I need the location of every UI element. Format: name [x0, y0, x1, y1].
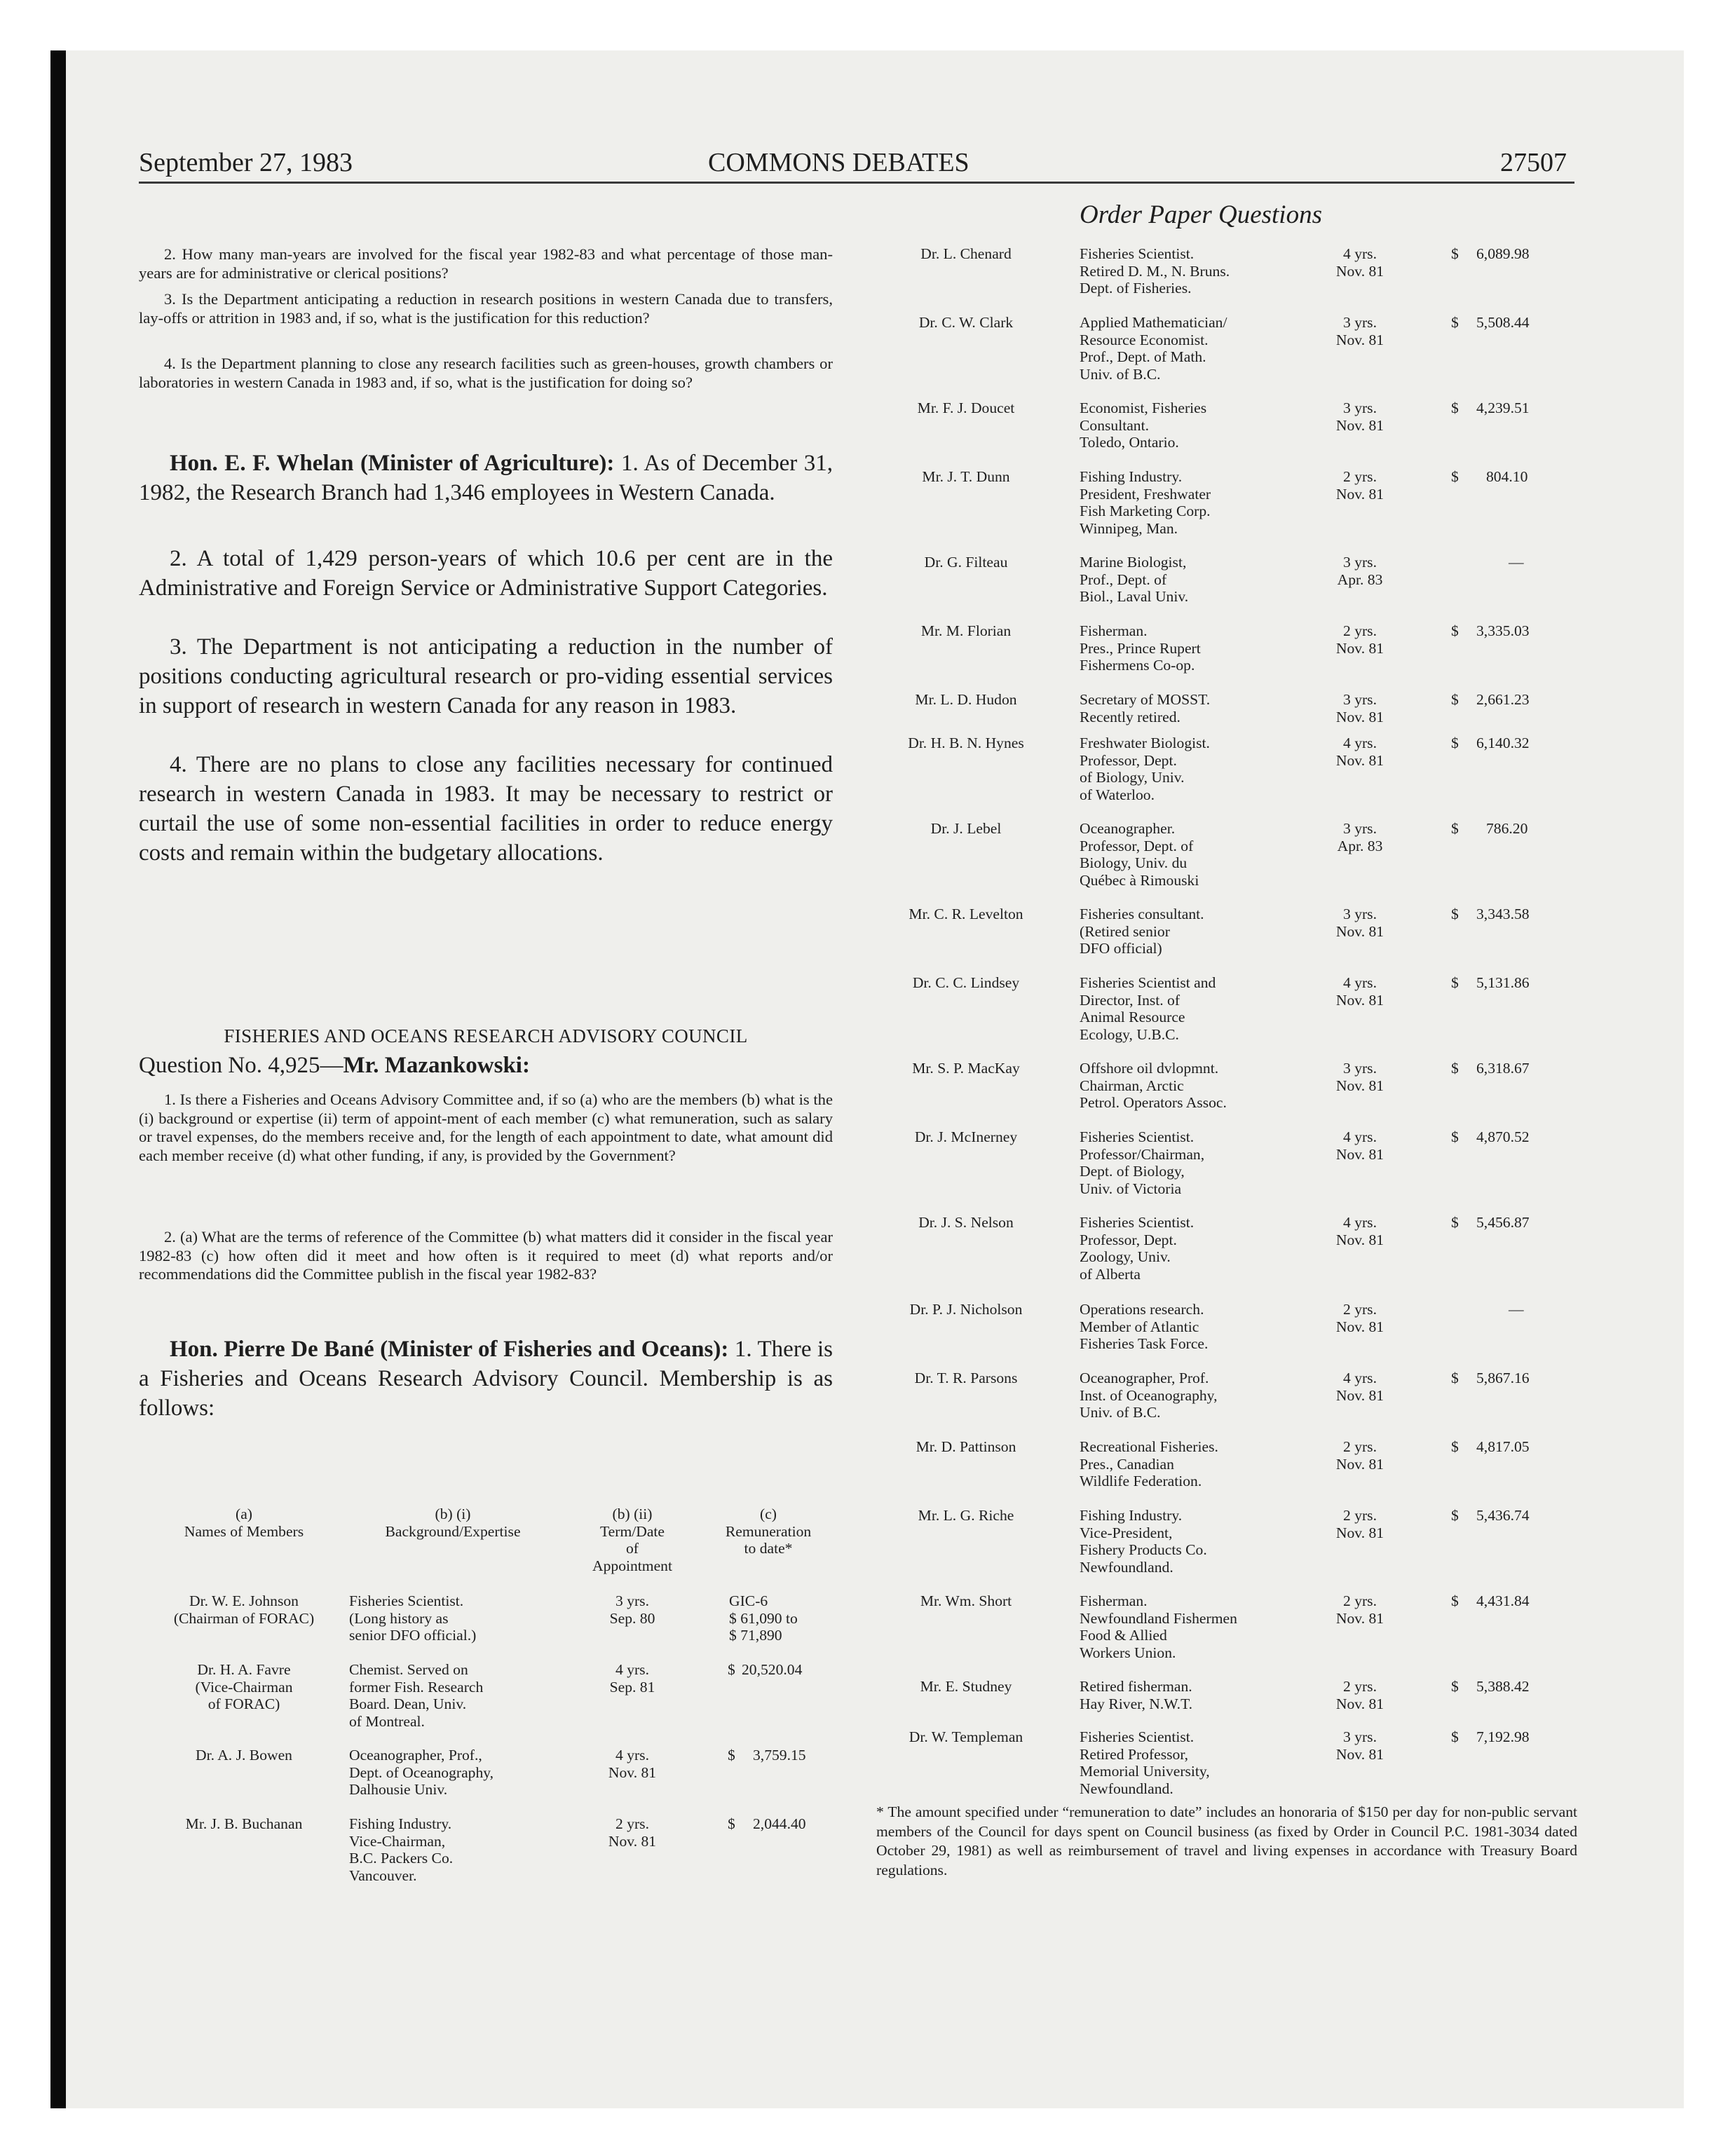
- member-term: 2 yrs. Nov. 81: [1335, 1438, 1384, 1473]
- currency-symbol: $: [1451, 622, 1459, 639]
- currency-symbol: $: [1451, 1370, 1459, 1386]
- member-term: 4 yrs. Nov. 81: [608, 1747, 657, 1781]
- member-name: Mr. S. P. MacKay: [912, 1060, 1020, 1077]
- currency-symbol: $: [728, 1815, 735, 1832]
- member-term: 4 yrs. Nov. 81: [1335, 1128, 1384, 1163]
- header-rule: [139, 182, 1574, 184]
- member-remuneration: GIC-6 $ 61,090 to $ 71,890: [729, 1592, 798, 1644]
- whelan-answer-1-text: 1. As of December 31, 1982, the Research Branch had 1,346 employees in Western Canada.: [139, 451, 834, 505]
- currency-symbol: $: [1451, 906, 1459, 922]
- member-background: Fishing Industry. Vice-Chairman, B.C. Packers Co. Vancouver.: [349, 1815, 454, 1884]
- member-remuneration: 5,456.87: [1476, 1214, 1530, 1231]
- member-background: Oceanographer. Professor, Dept. of Biology, Univ. du Québec à Rimouski: [1080, 820, 1199, 889]
- member-name: Mr. L. D. Hudon: [915, 691, 1017, 708]
- member-remuneration: 3,759.15: [753, 1747, 806, 1763]
- council-heading: FISHERIES AND OCEANS RESEARCH ADVISORY COUNCIL: [224, 1025, 748, 1046]
- currency-symbol: $: [1451, 735, 1459, 751]
- member-remuneration: 6,140.32: [1476, 735, 1530, 751]
- debane-answer-1-text: 1. There is a Fisheries and Oceans Research Advisory Council. Membership is as follows:: [139, 1337, 833, 1421]
- member-background: Oceanographer, Prof., Dept. of Oceanography, Dalhousie Univ.: [349, 1747, 494, 1798]
- header-date: September 27, 1983: [139, 148, 353, 177]
- member-background: Fisherman. Pres., Prince Rupert Fishermens Co-op.: [1080, 622, 1201, 674]
- column-header-remuneration: (c) Remuneration to date*: [725, 1506, 812, 1557]
- footnote: * The amount specified under “remuneration to date” includes an honoraria of $150 per day for non-public servant members of the Council for days spent on Council business (as fixed by Order in Council P.C. 1981-3034 dated October 29, 1981) as well as reimbursement of travel and living expenses in accordance with Treasury Board regulations.: [876, 1803, 1577, 1878]
- question-2: 2. How many man-years are involved for the fiscal year 1982-83 and what percentage of those man-years are for administrative or clerical positions?: [139, 245, 833, 282]
- member-background: Fishing Industry. Vice-President, Fishery Products Co. Newfoundland.: [1080, 1507, 1207, 1576]
- member-name: Mr. C. R. Levelton: [909, 906, 1023, 922]
- member-background: Oceanographer, Prof. Inst. of Oceanography, Univ. of B.C.: [1080, 1370, 1218, 1421]
- member-remuneration: 3,335.03: [1476, 622, 1530, 639]
- member-remuneration: 804.10: [1486, 468, 1528, 485]
- member-background: Chemist. Served on former Fish. Research Board. Dean, Univ. of Montreal.: [349, 1661, 484, 1730]
- currency-symbol: $: [1451, 314, 1459, 331]
- member-remuneration: 5,867.16: [1476, 1370, 1530, 1386]
- member-remuneration: 7,192.98: [1476, 1728, 1530, 1745]
- question-4: 4. Is the Department planning to close any research facilities such as green-houses, growth chambers or laboratories in western Canada in 1983 and, if so, what is the justification for doing so?: [139, 355, 833, 391]
- whelan-speaker: Hon. E. F. Whelan (Minister of Agriculture):: [170, 451, 615, 476]
- column-header-term: (b) (ii) Term/Date of Appointment: [592, 1506, 672, 1574]
- member-background: Secretary of MOSST. Recently retired.: [1080, 691, 1211, 725]
- member-term: 3 yrs. Nov. 81: [1335, 314, 1384, 348]
- member-name: Dr. W. E. Johnson (Chairman of FORAC): [173, 1592, 315, 1627]
- member-background: Economist, Fisheries Consultant. Toledo, Ontario.: [1080, 400, 1207, 451]
- currency-symbol: $: [1451, 400, 1459, 416]
- member-remuneration: 20,520.04: [742, 1661, 803, 1678]
- member-term: 2 yrs. Nov. 81: [1335, 468, 1384, 503]
- member-name: Dr. C. C. Lindsey: [912, 974, 1020, 991]
- member-background: Applied Mathematician/ Resource Economist. Prof., Dept. of Math. Univ. of B.C.: [1080, 314, 1227, 383]
- member-background: Recreational Fisheries. Pres., Canadian Wildlife Federation.: [1080, 1438, 1218, 1489]
- member-background: Marine Biologist, Prof., Dept. of Biol., Laval Univ.: [1080, 554, 1189, 605]
- member-name: Mr. L. G. Riche: [918, 1507, 1014, 1524]
- currency-symbol: $: [1451, 1060, 1459, 1077]
- question-number: [139, 1053, 530, 1079]
- member-name: Dr. J. Lebel: [930, 820, 1002, 837]
- member-background: Freshwater Biologist. Professor, Dept. of Biology, Univ. of Waterloo.: [1080, 735, 1210, 803]
- member-term: 3 yrs. Apr. 83: [1337, 820, 1383, 854]
- currency-symbol: $: [1451, 691, 1459, 708]
- member-name: Dr. C. W. Clark: [918, 314, 1014, 331]
- member-remuneration: 6,318.67: [1476, 1060, 1530, 1077]
- member-term: 4 yrs. Nov. 81: [1335, 245, 1384, 280]
- member-term: 3 yrs. Nov. 81: [1335, 400, 1384, 434]
- currency-symbol: $: [1451, 1678, 1459, 1695]
- header-title: COMMONS DEBATES: [708, 148, 969, 177]
- member-remuneration: 786.20: [1486, 820, 1528, 837]
- member-name: Mr. F. J. Doucet: [917, 400, 1015, 416]
- member-term: 2 yrs. Nov. 81: [608, 1815, 657, 1850]
- member-remuneration: 4,870.52: [1476, 1128, 1530, 1145]
- member-name: Dr. P. J. Nicholson: [909, 1301, 1023, 1318]
- member-remuneration: 5,131.86: [1476, 974, 1530, 991]
- member-name: Dr. J. McInerney: [914, 1128, 1018, 1145]
- currency-symbol: $: [1451, 1507, 1459, 1524]
- member-name: Dr. T. R. Parsons: [914, 1370, 1018, 1386]
- member-term: 2 yrs. Nov. 81: [1335, 1507, 1384, 1541]
- member-background: Fisheries Scientist. Professor, Dept. Zoology, Univ. of Alberta: [1080, 1214, 1195, 1283]
- member-term: 3 yrs. Nov. 81: [1335, 1060, 1384, 1094]
- member-background: Fisheries consultant. (Retired senior DFO official): [1080, 906, 1204, 957]
- member-name: Dr. H. A. Favre (Vice-Chairman of FORAC): [195, 1661, 293, 1712]
- member-name: Mr. Wm. Short: [920, 1592, 1012, 1609]
- member-remuneration: 2,661.23: [1476, 691, 1530, 708]
- member-background: Offshore oil dvlopmnt. Chairman, Arctic Petrol. Operators Assoc.: [1080, 1060, 1227, 1111]
- member-term: 2 yrs. Nov. 81: [1335, 622, 1384, 657]
- currency-symbol: $: [728, 1661, 735, 1678]
- member-name: Dr. J. S. Nelson: [918, 1214, 1014, 1231]
- member-name: Mr. J. T. Dunn: [922, 468, 1010, 485]
- section-title: Order Paper Questions: [1080, 200, 1322, 229]
- currency-symbol: $: [1451, 1728, 1459, 1745]
- member-name: Mr. E. Studney: [920, 1678, 1012, 1695]
- member-name: Dr. W. Templeman: [909, 1728, 1023, 1745]
- member-term: 4 yrs. Sep. 81: [609, 1661, 655, 1696]
- member-name: Dr. H. B. N. Hynes: [908, 735, 1024, 751]
- member-term: 3 yrs. Nov. 81: [1335, 691, 1384, 725]
- member-remuneration: 3,343.58: [1476, 906, 1530, 922]
- member-background: Fisheries Scientist. Retired D. M., N. Bruns. Dept. of Fisheries.: [1080, 245, 1230, 296]
- member-remuneration: 4,239.51: [1476, 400, 1530, 416]
- whelan-answer-2: 2. A total of 1,429 person-years of which 10.6 per cent are in the Administrative and Foreign Service or Administrative Support Categories.: [139, 546, 833, 601]
- member-name: Mr. M. Florian: [920, 622, 1012, 639]
- member-remuneration: 6,089.98: [1476, 245, 1530, 262]
- member-name: Dr. A. J. Bowen: [196, 1747, 292, 1763]
- member-term: 2 yrs. Nov. 81: [1335, 1592, 1384, 1627]
- member-background: Fisheries Scientist and Director, Inst. of Animal Resource Ecology, U.B.C.: [1080, 974, 1216, 1043]
- member-remuneration: 5,436.74: [1476, 1507, 1530, 1524]
- binding-edge: [50, 50, 66, 2108]
- currency-symbol: $: [1451, 820, 1459, 837]
- member-background: Retired fisherman. Hay River, N.W.T.: [1080, 1678, 1193, 1712]
- member-name: Mr. D. Pattinson: [916, 1438, 1016, 1455]
- currency-symbol: $: [1451, 468, 1459, 485]
- member-background: Fishing Industry. President, Freshwater Fish Marketing Corp. Winnipeg, Man.: [1080, 468, 1211, 537]
- member-background: Fisheries Scientist. Retired Professor, Memorial University, Newfoundland.: [1080, 1728, 1210, 1797]
- currency-symbol: $: [728, 1747, 735, 1763]
- column-header-background: (b) (i) Background/Expertise: [385, 1506, 521, 1540]
- question-label: Question No. 4,925—: [139, 1053, 343, 1078]
- currency-symbol: $: [1451, 974, 1459, 991]
- whelan-answer-1: [139, 449, 833, 507]
- member-remuneration: 4,431.84: [1476, 1592, 1530, 1609]
- debane-answer-1: [139, 1335, 833, 1423]
- currency-symbol: $: [1451, 1214, 1459, 1231]
- currency-symbol: $: [1451, 1438, 1459, 1455]
- member-background: Fisheries Scientist. (Long history as senior DFO official.): [349, 1592, 477, 1644]
- member-term: 4 yrs. Nov. 81: [1335, 1370, 1384, 1404]
- member-name: Dr. L. Chenard: [920, 245, 1012, 262]
- member-remuneration: 4,817.05: [1476, 1438, 1530, 1455]
- member-term: 2 yrs. Nov. 81: [1335, 1678, 1384, 1712]
- question-3: 3. Is the Department anticipating a reduction in research positions in western Canada due to transfers, lay-offs or attrition in 1983 and, if so, what is the justification for this reduction?: [139, 290, 833, 327]
- council-question-1: 1. Is there a Fisheries and Oceans Advisory Committee and, if so (a) who are the members (b) what is the (i) background or expertise (ii) term of appoint-ment of each member (c) what remuneration, such as salary or travel expenses, do the members receive and, for the length of each appointment to date, what amount did each member receive (d) what other funding, if any, is provided by the Government?: [139, 1091, 833, 1164]
- member-term: 4 yrs. Nov. 81: [1335, 735, 1384, 769]
- currency-symbol: $: [1451, 245, 1459, 262]
- whelan-answer-4: 4. There are no plans to close any facilities necessary for continued research in western Canada in 1983. It may be necessary to restrict or curtail the use of some non-essential facilities in order to reduce energy costs and remain within the budgetary allocations.: [139, 752, 833, 866]
- council-question-2: 2. (a) What are the terms of reference of the Committee (b) what matters did it consider in the fiscal year 1982-83 (c) how often did it meet and how often is it required to meet (d) what reports and/or recommendations did the Committee publish in the fiscal year 1982-83?: [139, 1228, 833, 1283]
- whelan-answer-3: 3. The Department is not anticipating a reduction in the number of positions conducting agricultural research or pro-viding essential services in support of research in western Canada for any reason in 1983.: [139, 634, 833, 718]
- member-term: 3 yrs. Apr. 83: [1337, 554, 1383, 588]
- member-term: 3 yrs. Nov. 81: [1335, 906, 1384, 940]
- member-remuneration: 2,044.40: [753, 1815, 806, 1832]
- debane-speaker: Hon. Pierre De Bané (Minister of Fisheries and Oceans):: [170, 1337, 729, 1362]
- member-name: Dr. G. Filteau: [924, 554, 1008, 571]
- member-term: 4 yrs. Nov. 81: [1335, 974, 1384, 1009]
- currency-symbol: $: [1451, 1592, 1459, 1609]
- currency-symbol: $: [1451, 1128, 1459, 1145]
- member-term: 3 yrs. Nov. 81: [1335, 1728, 1384, 1763]
- member-name: Mr. J. B. Buchanan: [185, 1815, 303, 1832]
- member-remuneration: —: [1509, 554, 1524, 571]
- header-page-number: 27507: [1500, 148, 1567, 177]
- member-term: 3 yrs. Sep. 80: [609, 1592, 655, 1627]
- member-background: Fisherman. Newfoundland Fishermen Food & Allied Workers Union.: [1080, 1592, 1237, 1661]
- member-background: Operations research. Member of Atlantic Fisheries Task Force.: [1080, 1301, 1209, 1352]
- member-remuneration: 5,508.44: [1476, 314, 1530, 331]
- member-remuneration: —: [1509, 1301, 1524, 1318]
- member-term: 2 yrs. Nov. 81: [1335, 1301, 1384, 1335]
- member-background: Fisheries Scientist. Professor/Chairman, Dept. of Biology, Univ. of Victoria: [1080, 1128, 1205, 1197]
- member-term: 4 yrs. Nov. 81: [1335, 1214, 1384, 1248]
- question-member: Mr. Mazankowski:: [343, 1053, 530, 1078]
- column-header-names: (a) Names of Members: [184, 1506, 304, 1540]
- member-remuneration: 5,388.42: [1476, 1678, 1530, 1695]
